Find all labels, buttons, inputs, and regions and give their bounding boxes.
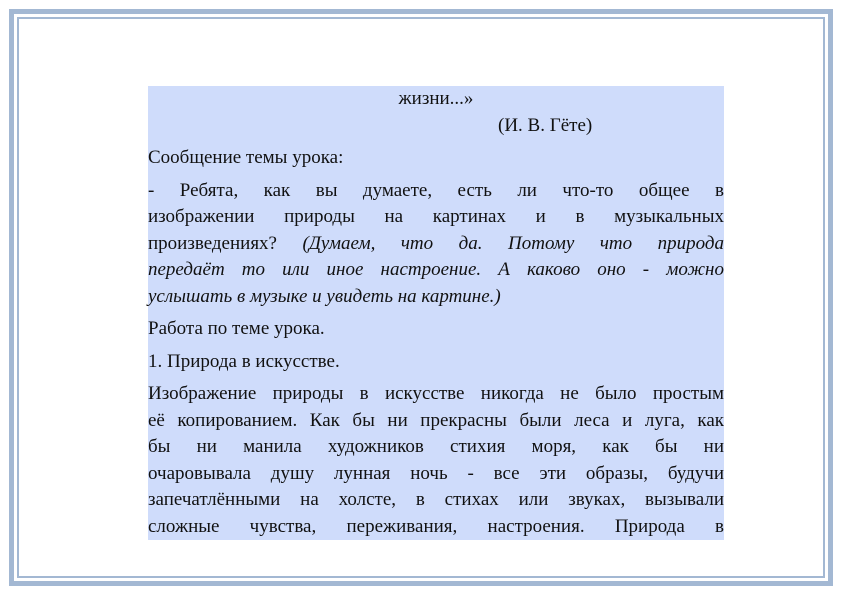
answer-end: услышать в музыке и увидеть на картине.) bbox=[148, 285, 501, 307]
paragraph-line: Изображение природы в искусстве никогда не было простым bbox=[148, 383, 724, 404]
question-line: - Ребята, как вы думаете, есть ли что-то общее в bbox=[148, 179, 724, 201]
epigraph-line-end: жизни...» bbox=[398, 88, 474, 109]
paragraph-line: запечатлёнными на холсте, в стихах или звуках, вызывали bbox=[148, 489, 724, 510]
dialog-block bbox=[148, 178, 724, 311]
answer-line: передаёт то или иное настроение. А каково оно - можно bbox=[148, 259, 724, 280]
work-heading: Работа по теме урока. bbox=[148, 318, 325, 339]
paragraph-line: очаровывала душу лунная ночь - все эти образы, будучи bbox=[148, 462, 724, 484]
slide-text-block bbox=[148, 86, 724, 540]
epigraph-author: (И. В. Гёте) bbox=[498, 114, 593, 136]
paragraph-line: сложные чувства, переживания, настроения. Природа в bbox=[148, 515, 724, 537]
question-end: произведениях? bbox=[148, 232, 277, 254]
paragraph bbox=[148, 381, 724, 540]
paragraph-line: её копированием. Как бы ни прекрасны были леса и луга, как bbox=[148, 409, 724, 431]
section-title: 1. Природа в искусстве. bbox=[148, 350, 340, 372]
answer-start: (Думаем, что да. Потому что природа bbox=[302, 232, 724, 254]
question-answer-line bbox=[148, 231, 724, 258]
question-line: изображении природы на картинах и в музыкальных bbox=[148, 206, 724, 227]
paragraph-line: бы ни манила художников стихия моря, как бы ни bbox=[148, 436, 724, 457]
topic-heading: Сообщение темы урока: bbox=[148, 147, 344, 168]
